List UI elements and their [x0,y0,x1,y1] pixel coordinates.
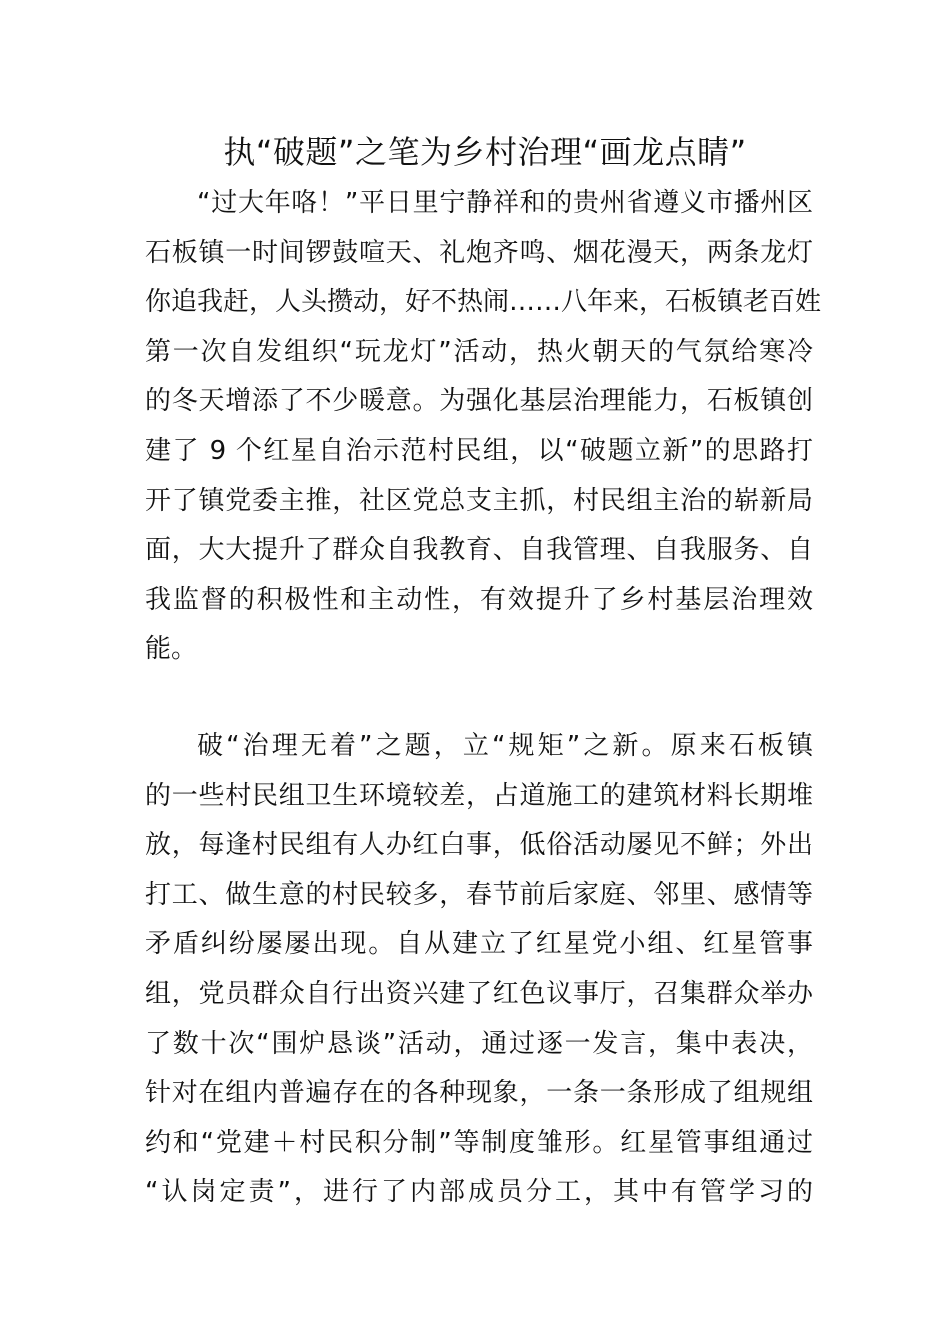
paragraph-line: 打工、做生意的村民较多，春节前后家庭、邻里、感情等 [145,879,813,910]
paragraph-line: 我监督的积极性和主动性，有效提升了乡村基层治理效 [145,584,813,615]
paragraph-1 [145,179,822,675]
document-title: 执“破题”之笔为乡村治理“画龙点睛” [223,133,747,171]
paragraph-line: 了数十次“围炉恳谈”活动，通过逐一发言，集中表决， [145,1028,813,1059]
paragraph-line: 石板镇一时间锣鼓喧天、礼炮齐鸣、烟花漫天，两条龙灯 [145,237,813,268]
paragraph-line: 针对在组内普遍存在的各种现象，一条一条形成了组规组 [145,1078,813,1109]
paragraph-line: 约和“党建＋村民积分制”等制度雏形。红星管事组通过 [145,1127,813,1158]
paragraph-line: 矛盾纠纷屡屡出现。自从建立了红星党小组、红星管事 [145,929,813,960]
paragraph-line: 建了 9 个红星自治示范村民组，以“破题立新”的思路打 [145,435,813,466]
paragraph-line: 的一些村民组卫生环境较差，占道施工的建筑材料长期堆 [145,780,813,811]
paragraph-line: 的冬天增添了不少暖意。为强化基层治理能力，石板镇创 [145,386,813,417]
paragraph-line: 能。 [145,634,198,665]
paragraph-line: 组，党员群众自行出资兴建了红色议事厅，召集群众举办 [145,978,813,1009]
paragraph-line: 破“治理无着”之题，立“规矩”之新。原来石板镇 [197,731,813,761]
paragraph-line: 第一次自发组织“玩龙灯”活动，热火朝天的气氛给寒冷 [145,336,813,367]
paragraph-line: “认岗定责”，进行了内部成员分工，其中有管学习的 [145,1177,813,1208]
paragraph-line: 放，每逢村民组有人办红白事，低俗活动屡见不鲜；外出 [145,830,813,861]
paragraph-line: “过大年咯！”平日里宁静祥和的贵州省遵义市播州区 [197,188,813,218]
paragraph-2 [145,722,813,1218]
paragraph-line: 开了镇党委主推，社区党总支主抓，村民组主治的崭新局 [145,485,813,516]
paragraph-line: 你追我赶，人头攒动，好不热闹……八年来，石板镇老百姓 [145,287,822,318]
paragraph-line: 面，大大提升了群众自我教育、自我管理、自我服务、自 [145,535,813,566]
